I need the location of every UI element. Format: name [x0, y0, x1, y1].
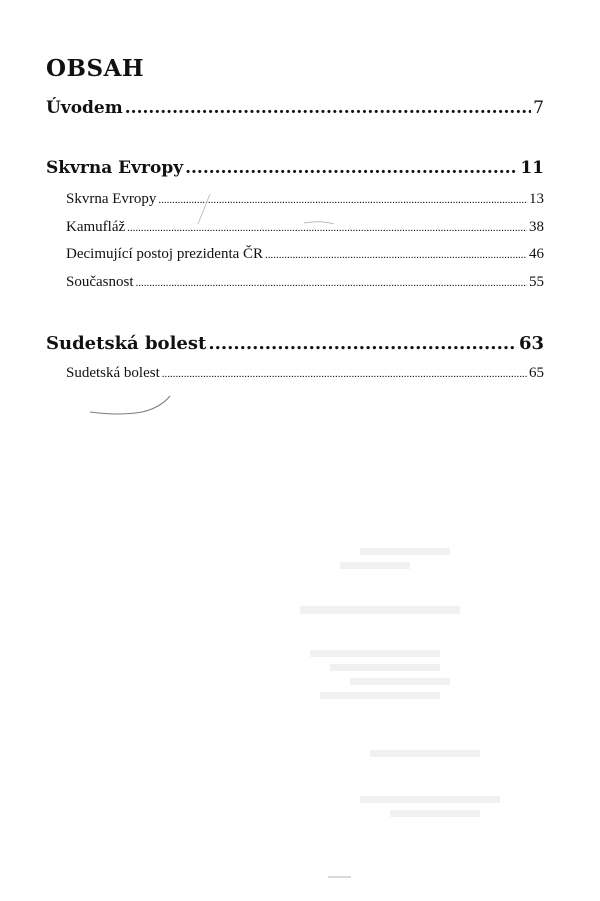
- toc-entry-label: Skvrna Evropy: [46, 158, 184, 178]
- toc-subentry-kamuflaz: [66, 219, 544, 236]
- leader-dots: [125, 98, 531, 118]
- toc-subentry-page-number: 46: [529, 246, 544, 262]
- toc-subentry-page-number: 38: [529, 219, 544, 235]
- pen-stroke-mark: [325, 872, 355, 882]
- toc-subentry-page-number: 65: [529, 365, 544, 381]
- toc-subentry-soucasnost: [66, 274, 544, 291]
- toc-subentry-label: Současnost: [66, 274, 134, 290]
- toc-entry-label: Sudetská bolest: [46, 333, 207, 354]
- toc-subentry-skvrna-evropy: [66, 191, 544, 208]
- toc-entry-page-number: 7: [533, 98, 544, 118]
- toc-subentry-label: Sudetská bolest: [66, 365, 160, 381]
- leader-dots: [185, 158, 518, 178]
- toc-entry-label: Úvodem: [46, 98, 123, 118]
- leader-dots: [162, 368, 527, 380]
- leader-dots: [265, 249, 527, 261]
- leader-dots: [136, 277, 528, 289]
- toc-subentry-decimujici-postoj: [66, 246, 544, 263]
- toc-subentry-sudetska-bolest: [66, 365, 544, 382]
- toc-subentry-label: Skvrna Evropy: [66, 191, 157, 207]
- leader-dots: [208, 333, 517, 354]
- toc-entry-sudetska-bolest: [46, 333, 544, 354]
- toc-subentry-page-number: 55: [529, 274, 544, 290]
- toc-subentry-label: Kamufláž: [66, 219, 126, 235]
- toc-entry-uvodem: [46, 98, 544, 118]
- toc-entry-skvrna-evropy: [46, 158, 544, 178]
- pen-stroke-mark: [80, 390, 180, 420]
- toc-subentry-label: Decimující postoj prezidenta ČR: [66, 246, 264, 262]
- toc-entry-page-number: 11: [520, 158, 544, 178]
- page-title: OBSAH: [46, 55, 145, 82]
- bleed-through-text: [290, 540, 570, 840]
- toc-entry-page-number: 63: [518, 333, 544, 354]
- leader-dots: [158, 194, 527, 206]
- leader-dots: [127, 222, 527, 234]
- toc-subentry-page-number: 13: [529, 191, 544, 207]
